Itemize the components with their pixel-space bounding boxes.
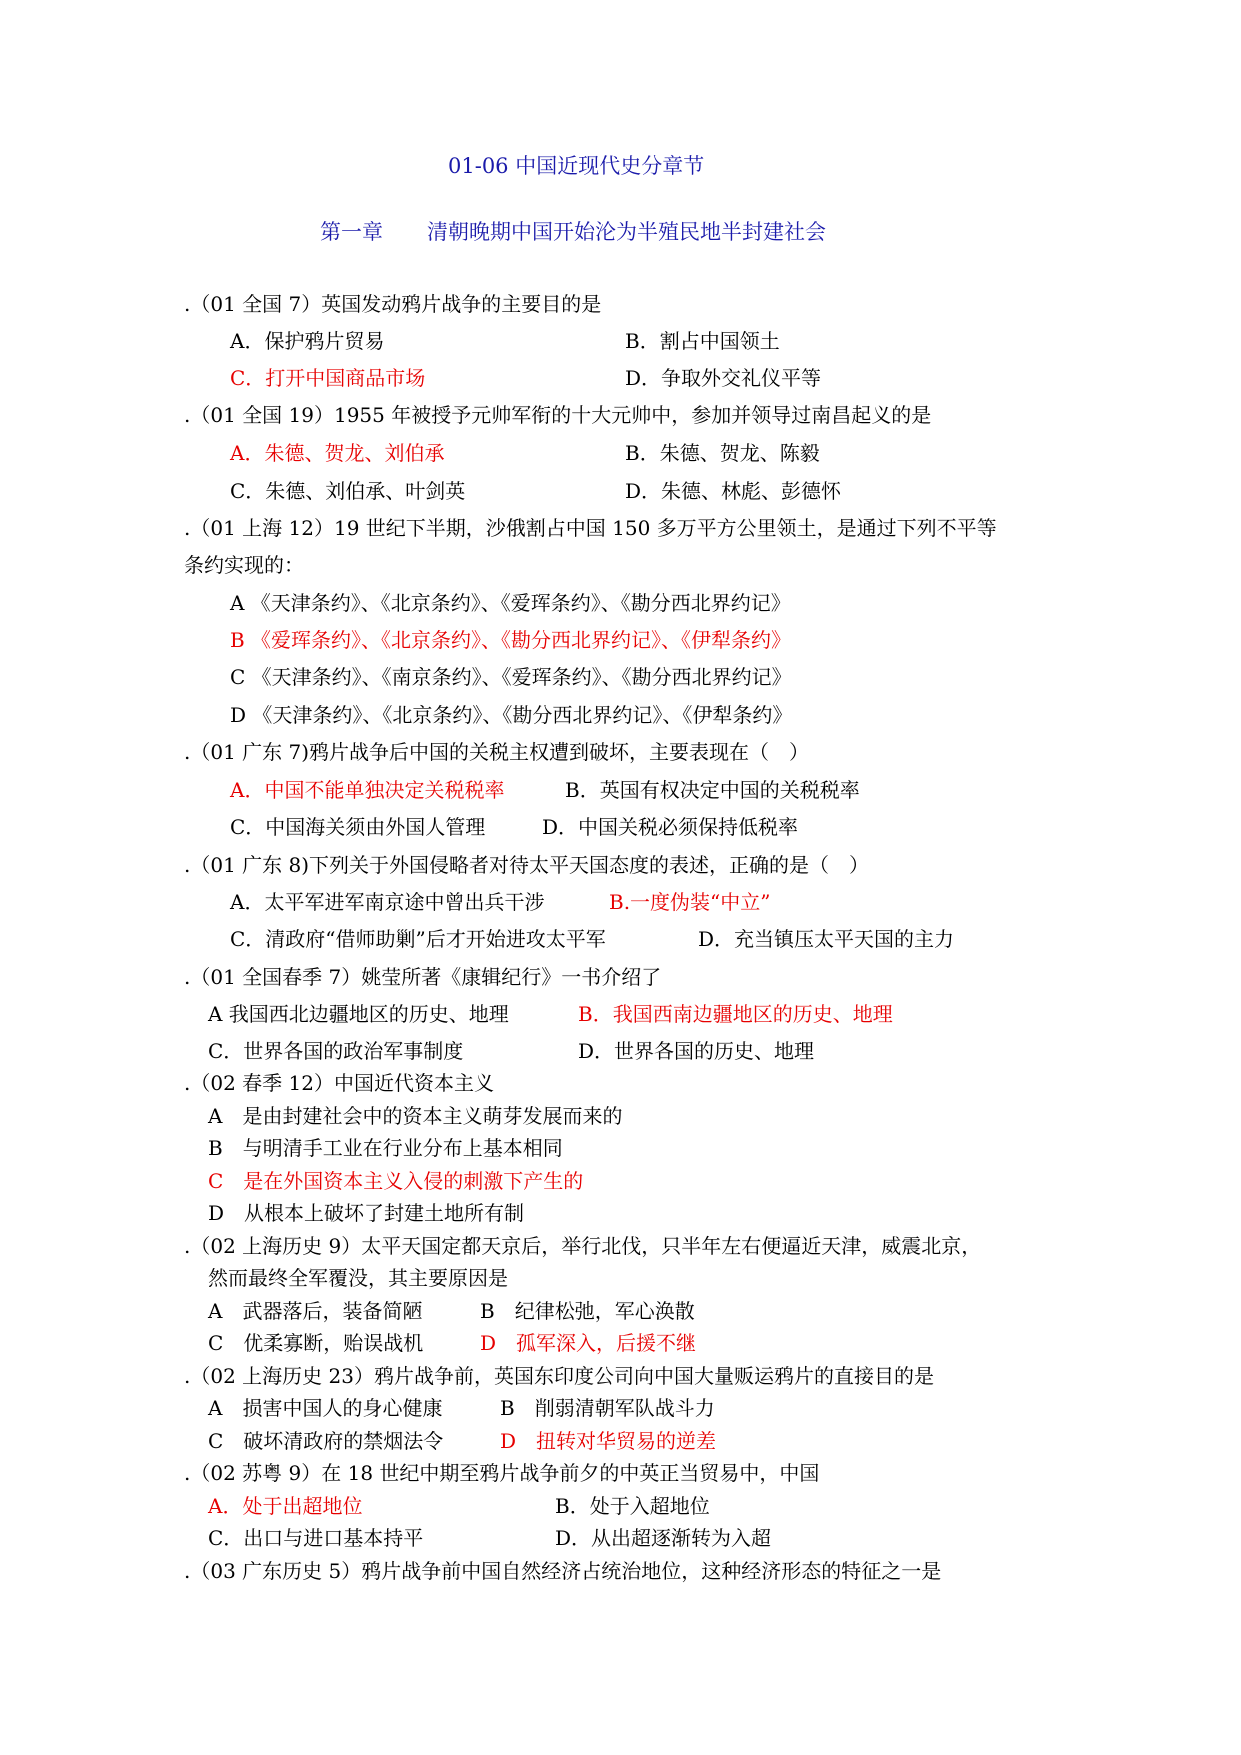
option-c: C．清政府“借师助剿”后才开始进攻太平军 [230,927,606,951]
question-stem: .（02 春季 12）中国近代资本主义 [184,1071,494,1095]
option-a-answer: A．中国不能单独决定关税税率 [230,778,505,802]
option-c: C 破坏清政府的禁烟法令 [208,1429,444,1453]
option-a: A．太平军进军南京途中曾出兵干涉 [230,890,545,914]
option-c-answer: C 是在外国资本主义入侵的刺激下产生的 [208,1169,584,1193]
option-d: D．朱德、林彪、彭德怀 [625,479,842,503]
question-stem: .（02 上海历史 23）鸦片战争前，英国东印度公司向中国大量贩运鸦片的直接目的是 [184,1364,934,1388]
option-c-answer: C．打开中国商品市场 [230,366,426,390]
option-b: B．处于入超地位 [555,1494,710,1518]
option-c: C．世界各国的政治军事制度 [208,1039,464,1063]
question-stem: .（01 广东 8)下列关于外国侵略者对待太平天国态度的表述，正确的是（ ） [184,853,870,877]
option-a: A 武器落后，装备简陋 [208,1299,423,1323]
option-d: D．从出超逐渐转为入超 [555,1526,772,1550]
option-b: B 与明清手工业在行业分布上基本相同 [208,1136,563,1160]
document-title: 01-06 中国近现代史分章节 [448,154,705,178]
option-d: D．世界各国的历史、地理 [578,1039,815,1063]
option-c: C 《天津条约》、《南京条约》、《爱珲条约》、《勘分西北界约记》 [230,665,792,689]
option-a: A 是由封建社会中的资本主义萌芽发展而来的 [208,1104,623,1128]
option-d-answer: D 扭转对华贸易的逆差 [500,1429,717,1453]
option-c: C．朱德、刘伯承、叶剑英 [230,479,466,503]
option-a-answer: A．处于出超地位 [208,1494,363,1518]
option-a-answer: A．朱德、贺龙、刘伯承 [230,441,445,465]
question-stem: .（01 全国 7）英国发动鸦片战争的主要目的是 [184,292,602,316]
option-b-answer: B．我国西南边疆地区的历史、地理 [578,1002,893,1026]
option-c: C．中国海关须由外国人管理 [230,815,486,839]
question-stem: .（03 广东历史 5）鸦片战争前中国自然经济占统治地位，这种经济形态的特征之一是 [184,1559,942,1583]
option-a: A 我国西北边疆地区的历史、地理 [208,1002,509,1026]
option-c: C．出口与进口基本持平 [208,1526,424,1550]
chapter-title: 清朝晚期中国开始沦为半殖民地半封建社会 [427,220,826,244]
option-b: B．英国有权决定中国的关税税率 [565,778,860,802]
question-stem: .（01 上海 12）19 世纪下半期，沙俄割占中国 150 多万平方公里领土，是通过下列不平等 [184,516,997,540]
chapter-heading [320,216,826,246]
option-b-answer: B 《爱珲条约》、《北京条约》、《勘分西北界约记》、《伊犁条约》 [230,628,792,652]
option-d: D 《天津条约》、《北京条约》、《勘分西北界约记》、《伊犁条约》 [230,703,793,727]
question-stem: .（01 广东 7)鸦片战争后中国的关税主权遭到破坏，主要表现在（ ） [184,740,810,764]
option-d: D．中国关税必须保持低税率 [542,815,799,839]
option-d: D．争取外交礼仪平等 [625,366,822,390]
chapter-number: 第一章 [320,220,383,244]
option-d-answer: D 孤军深入，后援不继 [480,1331,697,1355]
question-stem: .（02 苏粤 9）在 18 世纪中期至鸦片战争前夕的中英正当贸易中，中国 [184,1461,820,1485]
question-stem-continued: 然而最终全军覆没，其主要原因是 [208,1266,508,1290]
option-a: A．保护鸦片贸易 [230,329,385,353]
question-stem-continued: 条约实现的： [184,553,304,577]
option-b: B．朱德、贺龙、陈毅 [625,441,820,465]
option-c: C 优柔寡断，贻误战机 [208,1331,424,1355]
question-stem: .（01 全国 19）1955 年被授予元帅军衔的十大元帅中，参加并领导过南昌起义的是 [184,403,932,427]
option-b: B．割占中国领土 [625,329,780,353]
question-stem: .（01 全国春季 7）姚莹所著《康辑纪行》一书介绍了 [184,965,662,989]
question-stem: .（02 上海历史 9）太平天国定都天京后，举行北伐，只半年左右便逼近天津，威震北京， [184,1234,982,1258]
option-b-answer: B.一度伪装“中立” [609,890,771,914]
option-d: D 从根本上破坏了封建土地所有制 [208,1201,525,1225]
option-a: A 《天津条约》、《北京条约》、《爱珲条约》、《勘分西北界约记》 [230,591,791,615]
option-b: B 纪律松弛，军心涣散 [480,1299,695,1323]
option-a: A 损害中国人的身心健康 [208,1396,443,1420]
option-d: D．充当镇压太平天国的主力 [698,927,955,951]
option-b: B 削弱清朝军队战斗力 [500,1396,715,1420]
